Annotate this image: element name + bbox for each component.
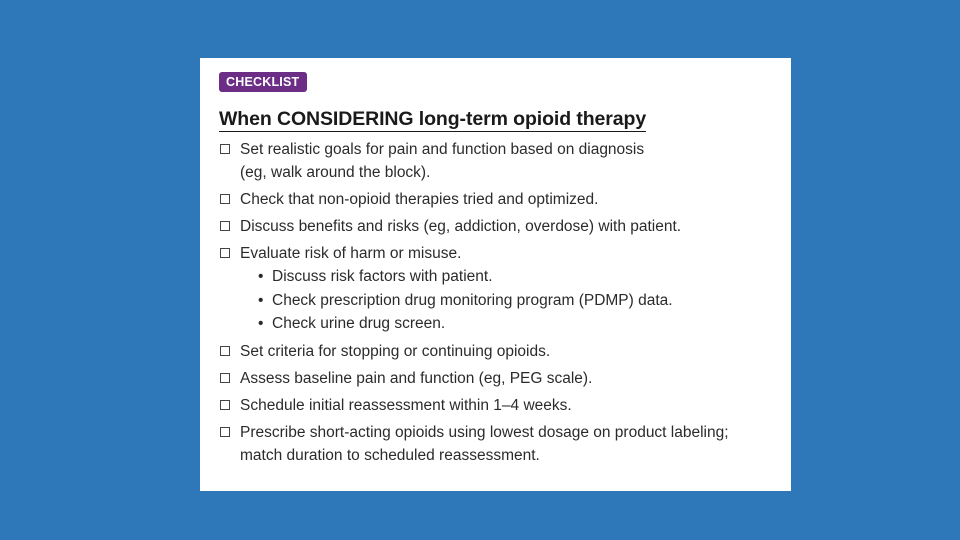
- item-text-continued: (eg, walk around the block).: [240, 164, 431, 181]
- checkbox-icon: [220, 373, 230, 383]
- item-text: Set realistic goals for pain and function based on diagnosis: [240, 141, 645, 158]
- item-text: Check that non-opioid therapies tried and optimized.: [240, 191, 599, 208]
- checkbox-icon: [220, 221, 230, 231]
- checklist-item-non-opioid: [219, 188, 773, 211]
- checkbox-icon: [220, 400, 230, 410]
- sub-item-risk-factors: [258, 265, 773, 289]
- sub-item-text: Check urine drug screen.: [272, 315, 446, 332]
- checklist-item-reassessment: [219, 394, 773, 417]
- checklist-list: [219, 138, 773, 467]
- sub-item-urine-screen: [258, 312, 773, 336]
- item-text: Evaluate risk of harm or misuse.: [240, 245, 462, 262]
- checklist-item-benefits-risks: [219, 215, 773, 238]
- checkbox-icon: [220, 248, 230, 258]
- bullet-icon: •: [258, 291, 264, 309]
- item-text: Schedule initial reassessment within 1–4 weeks.: [240, 396, 572, 414]
- item-text-continued: match duration to scheduled reassessment.: [240, 446, 540, 464]
- item-text: Prescribe short-acting opioids using lowest dosage on product labeling;: [240, 423, 729, 441]
- bullet-icon: •: [258, 268, 264, 285]
- checkbox-icon: [220, 427, 230, 437]
- sub-item-pdmp: [258, 289, 773, 313]
- checkbox-icon: [220, 144, 230, 154]
- checklist-item-evaluate-risk: [219, 242, 773, 336]
- bullet-icon: •: [258, 315, 264, 332]
- checklist-item-goals: [219, 138, 773, 184]
- sub-list: [240, 265, 773, 336]
- checklist-heading: When CONSIDERING long-term opioid therapy: [219, 108, 647, 130]
- checkbox-icon: [220, 346, 230, 356]
- sub-item-text: Check prescription drug monitoring program (PDMP) data.: [272, 291, 673, 309]
- checklist-badge: CHECKLIST: [219, 72, 307, 92]
- checkbox-icon: [220, 194, 230, 204]
- item-text: Set criteria for stopping or continuing opioids.: [240, 342, 551, 360]
- checklist-item-prescribe: [219, 421, 773, 467]
- item-text: Discuss benefits and risks (eg, addiction, overdose) with patient.: [240, 218, 682, 235]
- checklist-card: [200, 58, 791, 491]
- sub-item-text: Discuss risk factors with patient.: [272, 268, 493, 285]
- item-text: Assess baseline pain and function (eg, PEG scale).: [240, 369, 593, 387]
- checklist-item-criteria: [219, 340, 773, 363]
- checklist-item-baseline: [219, 367, 773, 390]
